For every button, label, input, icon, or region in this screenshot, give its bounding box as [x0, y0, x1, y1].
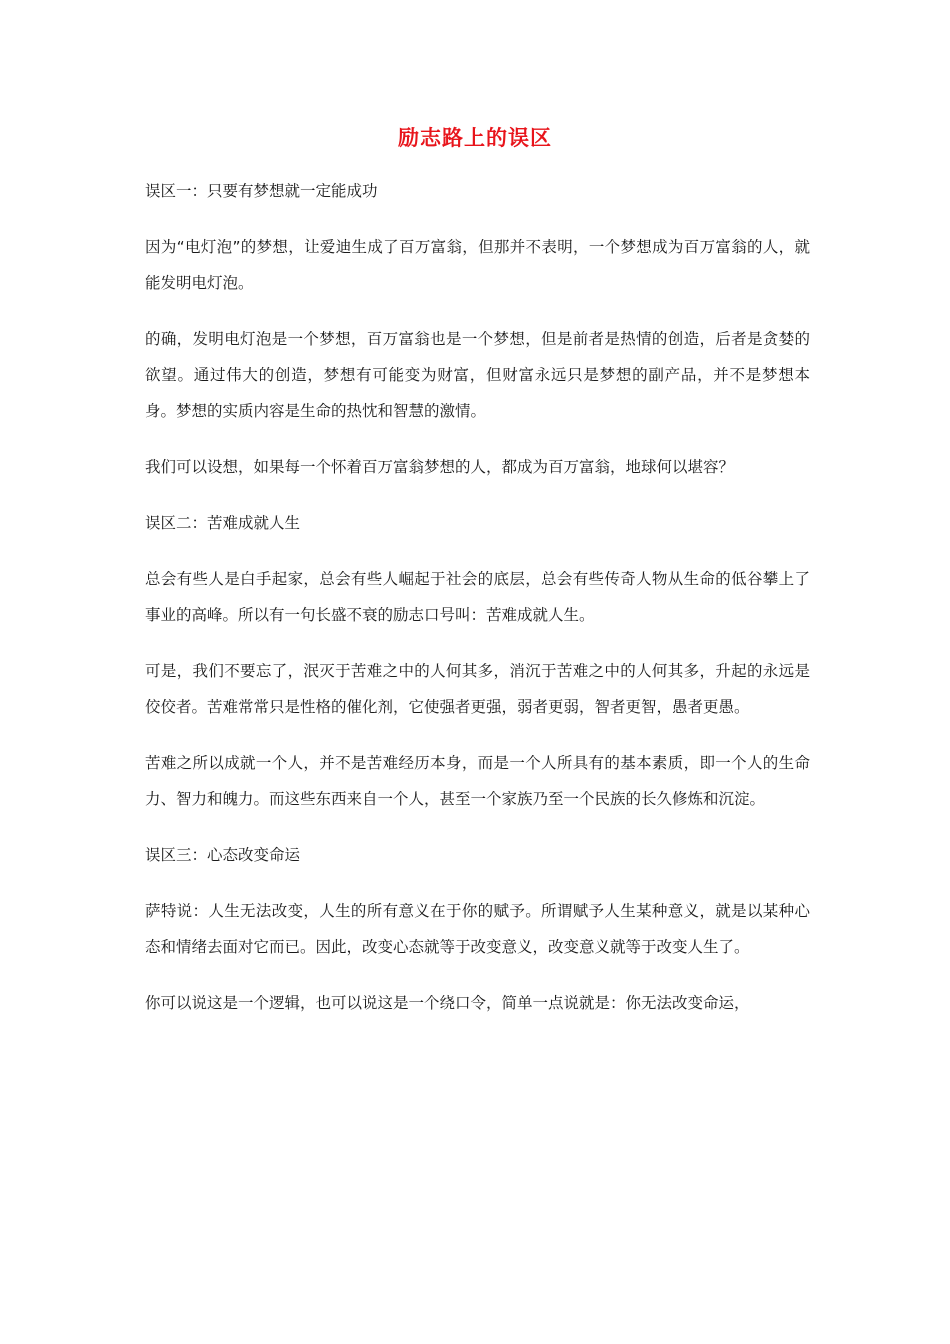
paragraph: 苦难之所以成就一个人，并不是苦难经历本身，而是一个人所具有的基本素质，即一个人的生命力、智力和魄力。而这些东西来自一个人，甚至一个家族乃至一个民族的长久修炼和沉淀。 — [145, 754, 810, 808]
paragraph: 萨特说：人生无法改变，人生的所有意义在于你的赋予。所谓赋予人生某种意义，就是以某种心态和情绪去面对它而已。因此，改变心态就等于改变意义，改变意义就等于改变人生了。 — [145, 902, 810, 956]
paragraph: 的确，发明电灯泡是一个梦想，百万富翁也是一个梦想，但是前者是热情的创造，后者是贪婪的欲望。通过伟大的创造，梦想有可能变为财富，但财富永远只是梦想的副产品，并不是梦想本身。梦想的实质内容是生命的热忱和智慧的激情。 — [145, 330, 810, 420]
document-body — [145, 173, 810, 1041]
section-heading-2: 误区二：苦难成就人生 — [145, 514, 301, 532]
paragraph: 可是，我们不要忘了，泯灭于苦难之中的人何其多，消沉于苦难之中的人何其多，升起的永远是佼佼者。苦难常常只是性格的催化剂，它使强者更强，弱者更弱，智者更智，愚者更愚。 — [145, 662, 810, 716]
paragraph: 总会有些人是白手起家，总会有些人崛起于社会的底层，总会有些传奇人物从生命的低谷攀上了事业的高峰。所以有一句长盛不衰的励志口号叫：苦难成就人生。 — [145, 570, 810, 624]
paragraph: 你可以说这是一个逻辑，也可以说这是一个绕口令，简单一点说就是：你无法改变命运， — [145, 994, 750, 1012]
section-heading-3: 误区三：心态改变命运 — [145, 846, 301, 864]
paragraph: 我们可以设想，如果每一个怀着百万富翁梦想的人，都成为百万富翁，地球何以堪容？ — [145, 458, 735, 476]
document-title: 励志路上的误区 — [398, 126, 552, 150]
paragraph: 因为“电灯泡”的梦想，让爱迪生成了百万富翁，但那并不表明，一个梦想成为百万富翁的人，就能发明电灯泡。 — [145, 238, 810, 292]
section-heading-1: 误区一：只要有梦想就一定能成功 — [145, 182, 378, 200]
